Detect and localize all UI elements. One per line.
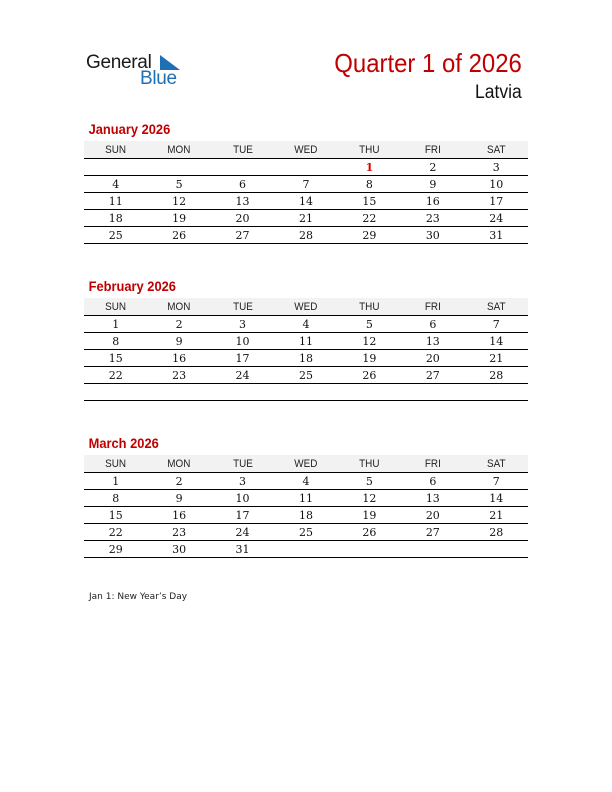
weekday-label: TUE (232, 143, 253, 156)
day-cell: 1 (84, 316, 147, 333)
empty-day-cell (465, 384, 528, 401)
week-row (84, 473, 528, 490)
day-cell: 17 (465, 193, 528, 210)
weekday-header (147, 455, 210, 473)
weekday-label: SAT (486, 300, 506, 313)
empty-day-cell (274, 384, 337, 401)
day-cell: 9 (401, 176, 464, 193)
calendar-table (84, 141, 528, 244)
weekday-header (401, 141, 464, 159)
weekday-header (465, 455, 528, 473)
day-cell: 3 (211, 316, 274, 333)
weekday-label: MON (167, 143, 191, 156)
day-cell: 24 (211, 367, 274, 384)
month-title: March 2026 (88, 435, 159, 451)
day-cell: 25 (274, 524, 337, 541)
calendar-table (84, 455, 528, 558)
weekday-header (465, 298, 528, 316)
empty-day-cell (401, 384, 464, 401)
weekday-header (84, 455, 147, 473)
day-cell: 20 (211, 210, 274, 227)
weekday-label: FRI (424, 143, 441, 156)
day-cell: 18 (274, 350, 337, 367)
weekday-label: MON (167, 457, 191, 470)
weekday-header (84, 141, 147, 159)
day-cell: 16 (401, 193, 464, 210)
day-cell: 17 (211, 507, 274, 524)
weekday-header (211, 455, 274, 473)
day-cell: 7 (274, 176, 337, 193)
weekday-label: MON (167, 300, 191, 313)
day-cell: 22 (84, 367, 147, 384)
day-cell: 25 (84, 227, 147, 244)
day-cell: 8 (338, 176, 401, 193)
day-cell: 6 (401, 316, 464, 333)
day-cell: 7 (465, 316, 528, 333)
weekday-header (84, 298, 147, 316)
day-cell: 22 (84, 524, 147, 541)
empty-day-cell (401, 541, 464, 558)
weekday-header (274, 298, 337, 316)
weekday-header-row (84, 298, 528, 316)
day-cell: 28 (465, 524, 528, 541)
month-calendar (84, 121, 528, 244)
day-cell: 15 (84, 507, 147, 524)
weekday-label: TUE (232, 300, 253, 313)
day-cell: 10 (465, 176, 528, 193)
week-row (84, 524, 528, 541)
day-cell: 9 (147, 333, 210, 350)
day-cell: 2 (147, 316, 210, 333)
day-cell: 15 (338, 193, 401, 210)
day-cell: 14 (465, 490, 528, 507)
weekday-label: FRI (424, 457, 441, 470)
day-cell: 23 (147, 524, 210, 541)
weekday-header (211, 298, 274, 316)
month-calendar (84, 435, 528, 558)
weekday-label: SUN (105, 300, 127, 313)
empty-day-cell (338, 541, 401, 558)
weekday-header (338, 455, 401, 473)
weekday-label: WED (294, 457, 318, 470)
empty-day-cell (84, 159, 147, 176)
day-cell: 10 (211, 490, 274, 507)
day-cell: 23 (401, 210, 464, 227)
week-row (84, 227, 528, 244)
day-cell: 27 (401, 524, 464, 541)
weekday-label: SAT (486, 143, 506, 156)
empty-day-cell (274, 541, 337, 558)
weekday-header-row (84, 141, 528, 159)
day-cell: 16 (147, 350, 210, 367)
weekday-label: SUN (105, 457, 127, 470)
day-cell: 17 (211, 350, 274, 367)
weekday-label: WED (294, 143, 318, 156)
day-cell: 12 (338, 333, 401, 350)
empty-day-cell (465, 541, 528, 558)
day-cell: 24 (211, 524, 274, 541)
day-cell: 2 (147, 473, 210, 490)
weekday-header-row (84, 455, 528, 473)
day-cell: 11 (84, 193, 147, 210)
day-cell: 19 (147, 210, 210, 227)
day-cell: 30 (147, 541, 210, 558)
month-title: January 2026 (88, 121, 171, 137)
weekday-label: THU (359, 143, 380, 156)
day-cell: 5 (338, 316, 401, 333)
logo (86, 52, 186, 92)
day-cell: 19 (338, 507, 401, 524)
page-title: Quarter 1 of 2026 (334, 48, 522, 78)
empty-day-cell (147, 159, 210, 176)
weekday-header (465, 141, 528, 159)
week-row (84, 384, 528, 401)
day-cell: 1 (84, 473, 147, 490)
day-cell: 26 (338, 524, 401, 541)
day-cell: 21 (465, 350, 528, 367)
empty-day-cell (211, 159, 274, 176)
weekday-label: SUN (105, 143, 127, 156)
day-cell: 20 (401, 350, 464, 367)
day-cell: 5 (338, 473, 401, 490)
week-row (84, 333, 528, 350)
day-cell: 10 (211, 333, 274, 350)
weekday-label: SAT (486, 457, 506, 470)
day-cell: 3 (211, 473, 274, 490)
day-cell: 18 (274, 507, 337, 524)
day-cell: 27 (211, 227, 274, 244)
logo-text-blue: Blue (140, 68, 177, 89)
day-cell: 3 (465, 159, 528, 176)
day-cell: 4 (274, 473, 337, 490)
weekday-header (401, 455, 464, 473)
day-cell: 30 (401, 227, 464, 244)
week-row (84, 541, 528, 558)
day-cell: 31 (465, 227, 528, 244)
day-cell: 26 (338, 367, 401, 384)
day-cell: 8 (84, 490, 147, 507)
logo-text-general: General (86, 52, 152, 73)
day-cell: 6 (401, 473, 464, 490)
weekday-label: TUE (232, 457, 253, 470)
day-cell: 12 (147, 193, 210, 210)
day-cell: 26 (147, 227, 210, 244)
week-row (84, 176, 528, 193)
day-cell: 21 (465, 507, 528, 524)
day-cell: 25 (274, 367, 337, 384)
weekday-header (147, 141, 210, 159)
week-row (84, 193, 528, 210)
day-cell: 31 (211, 541, 274, 558)
month-title: February 2026 (88, 278, 176, 294)
day-cell: 5 (147, 176, 210, 193)
day-cell: 13 (211, 193, 274, 210)
day-cell: 19 (338, 350, 401, 367)
weekday-header (338, 141, 401, 159)
day-cell: 28 (465, 367, 528, 384)
weekday-header (401, 298, 464, 316)
week-row (84, 350, 528, 367)
holiday-day-cell: 1 (338, 159, 401, 176)
day-cell: 4 (84, 176, 147, 193)
day-cell: 12 (338, 490, 401, 507)
day-cell: 7 (465, 473, 528, 490)
day-cell: 27 (401, 367, 464, 384)
empty-day-cell (84, 384, 147, 401)
day-cell: 9 (147, 490, 210, 507)
day-cell: 15 (84, 350, 147, 367)
empty-day-cell (147, 384, 210, 401)
day-cell: 28 (274, 227, 337, 244)
day-cell: 8 (84, 333, 147, 350)
day-cell: 13 (401, 490, 464, 507)
day-cell: 20 (401, 507, 464, 524)
day-cell: 4 (274, 316, 337, 333)
day-cell: 6 (211, 176, 274, 193)
empty-day-cell (211, 384, 274, 401)
weekday-label: WED (294, 300, 318, 313)
day-cell: 13 (401, 333, 464, 350)
week-row (84, 507, 528, 524)
weekday-header (274, 455, 337, 473)
day-cell: 11 (274, 490, 337, 507)
day-cell: 14 (274, 193, 337, 210)
day-cell: 23 (147, 367, 210, 384)
week-row (84, 210, 528, 227)
week-row (84, 367, 528, 384)
weekday-header (211, 141, 274, 159)
day-cell: 29 (338, 227, 401, 244)
day-cell: 24 (465, 210, 528, 227)
empty-day-cell (338, 384, 401, 401)
day-cell: 14 (465, 333, 528, 350)
weekday-header (274, 141, 337, 159)
weekday-header (338, 298, 401, 316)
day-cell: 22 (338, 210, 401, 227)
week-row (84, 316, 528, 333)
week-row (84, 159, 528, 176)
weekday-header (147, 298, 210, 316)
day-cell: 2 (401, 159, 464, 176)
empty-day-cell (274, 159, 337, 176)
week-row (84, 490, 528, 507)
calendar-table (84, 298, 528, 401)
day-cell: 11 (274, 333, 337, 350)
day-cell: 29 (84, 541, 147, 558)
month-calendar (84, 278, 528, 401)
holiday-note: Jan 1: New Year’s Day (89, 592, 188, 602)
weekday-label: THU (359, 457, 380, 470)
weekday-label: FRI (424, 300, 441, 313)
day-cell: 21 (274, 210, 337, 227)
day-cell: 16 (147, 507, 210, 524)
country-name: Latvia (475, 82, 522, 103)
day-cell: 18 (84, 210, 147, 227)
weekday-label: THU (359, 300, 380, 313)
